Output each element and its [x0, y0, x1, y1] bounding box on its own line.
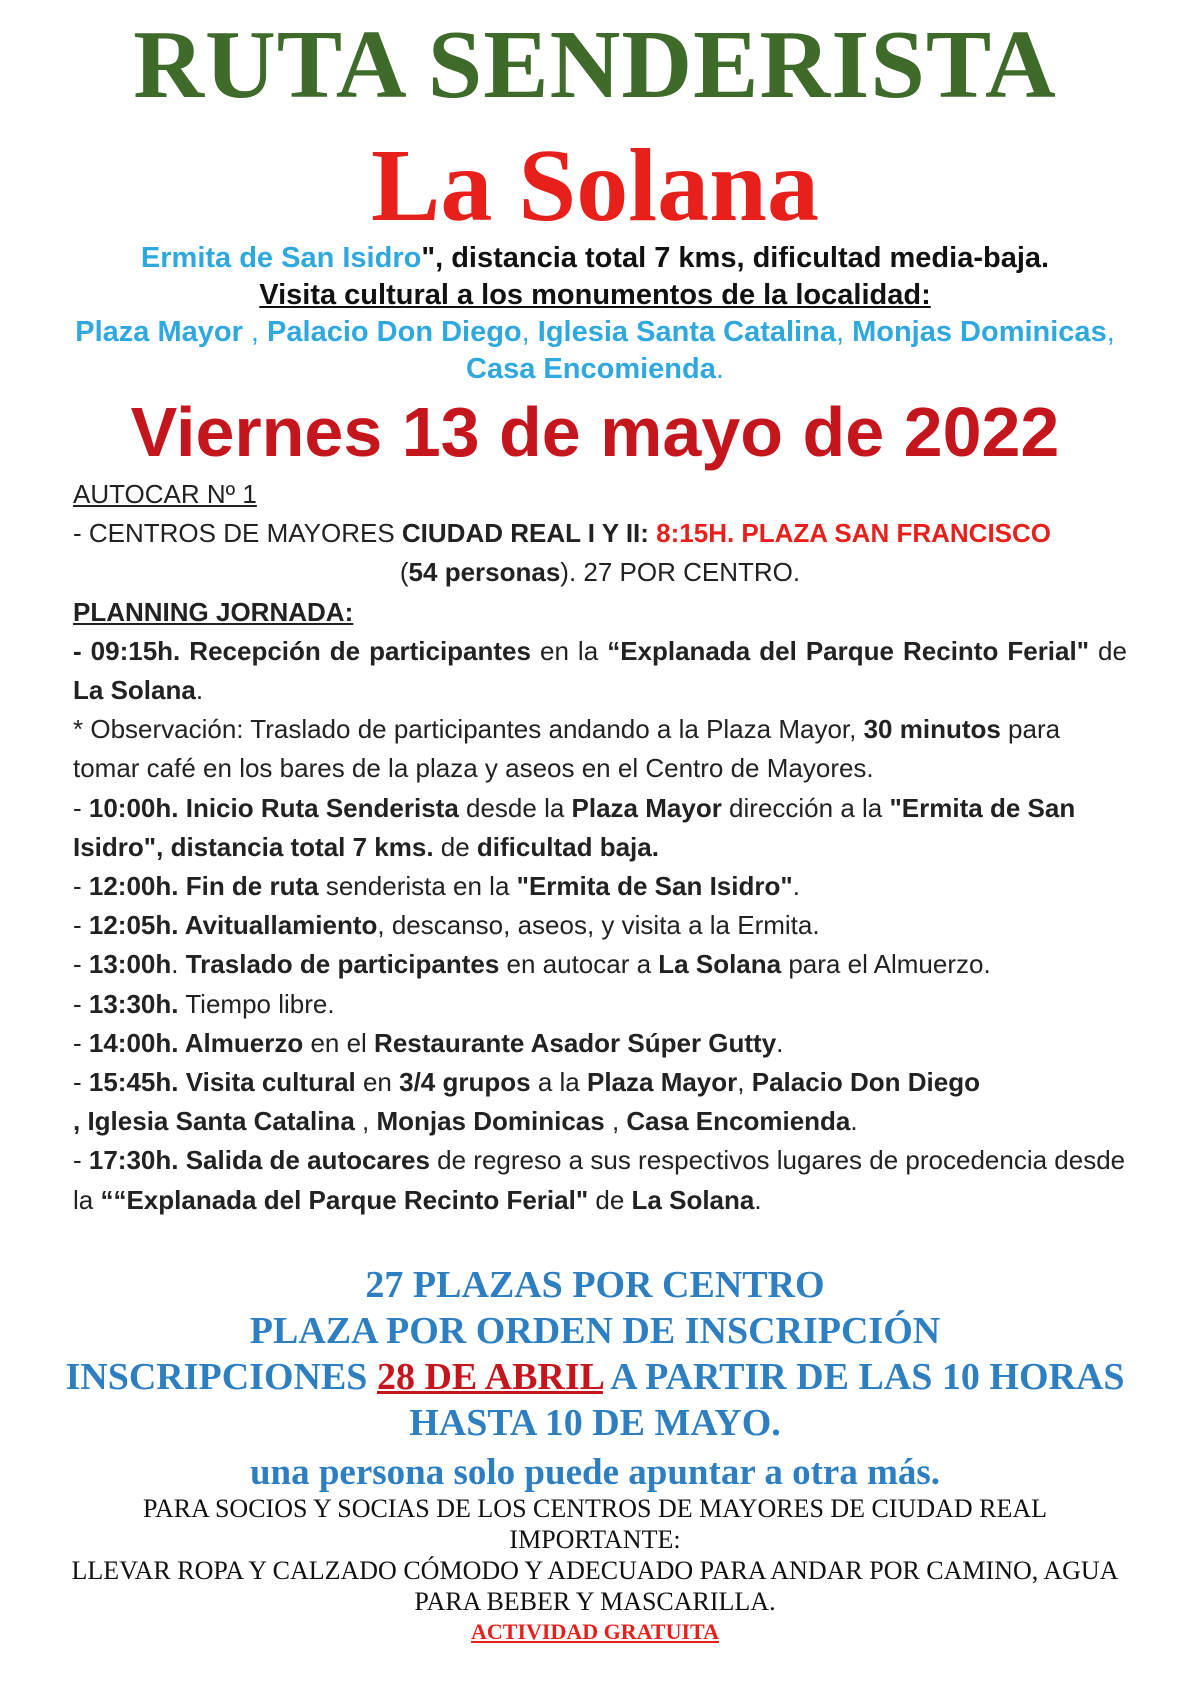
- one-extra-person-note: una persona solo puede apuntar a otra más.: [249, 1452, 941, 1493]
- monument-iglesia: Iglesia Santa Catalina: [537, 316, 836, 348]
- schedule-item-0915: [73, 632, 1127, 710]
- autocar-text: - CENTROS DE MAYORES: [73, 518, 402, 549]
- schedule-text: .: [792, 871, 800, 902]
- schedule-time-activity: 17:30h. Salida de autocares: [88, 1145, 430, 1176]
- separator: ,: [521, 316, 538, 348]
- autocar-heading: AUTOCAR Nº 1: [73, 479, 257, 509]
- schedule-place: "Ermita de San Isidro": [516, 871, 793, 902]
- monument-plaza-mayor: Plaza Mayor: [75, 316, 243, 348]
- schedule-item-1200: [73, 867, 1127, 906]
- schedule-text: en: [355, 1067, 400, 1098]
- paren-open: (: [399, 557, 409, 588]
- bring-items-note: LLEVAR ROPA Y CALZADO CÓMODO Y ADECUADO PARA ANDAR POR CAMINO, AGUA PARA BEBER Y MASCARILLA.: [71, 1556, 1119, 1616]
- autocar-line: [73, 514, 1127, 553]
- details-block: [73, 475, 1127, 1220]
- schedule-place: Plaza Mayor: [586, 1067, 738, 1098]
- schedule-time-activity: 12:00h. Fin de ruta: [88, 871, 319, 902]
- schedule-item-1545: [73, 1063, 1127, 1141]
- intro-distance-line: [60, 240, 1130, 277]
- monument-palacio: Palacio Don Diego: [267, 316, 522, 348]
- visita-heading: Visita cultural a los monumentos de la localidad:: [259, 279, 931, 311]
- distance-info: ", distancia total 7 kms, dificultad media-baja.: [421, 242, 1050, 274]
- order-of-registration: PLAZA POR ORDEN DE INSCRIPCIÓN: [249, 1310, 941, 1352]
- schedule-item-1205: [73, 906, 1127, 945]
- schedule-town: La Solana: [73, 675, 196, 706]
- registration-label: INSCRIPCIONES: [65, 1356, 377, 1398]
- schedule-time: 13:00h: [88, 949, 172, 980]
- period: .: [715, 353, 724, 385]
- separator: ,: [1106, 316, 1115, 348]
- schedule-time-activity: 10:00h. Inicio Ruta Senderista: [88, 792, 459, 823]
- people-count: 54 personas: [408, 557, 561, 588]
- autocar-departure: 8:15H. PLAZA SAN FRANCISCO: [648, 518, 1052, 549]
- title-la-solana: La Solana: [371, 128, 819, 243]
- dash: -: [73, 1067, 89, 1098]
- schedule-text: desde la: [458, 792, 572, 823]
- free-activity-label: ACTIVIDAD GRATUITA: [471, 1619, 719, 1644]
- schedule-item-1300: [73, 945, 1127, 984]
- schedule-text: de: [433, 831, 477, 862]
- schedule-text: a la: [530, 1067, 587, 1098]
- important-label: IMPORTANTE:: [509, 1525, 681, 1554]
- schedule-time: 13:30h.: [88, 988, 179, 1019]
- schedule-text: , descanso, aseos, y visita a la Ermita.: [377, 910, 820, 941]
- schedule-destination: "Ermita de San Isidro", distancia total 7 kms.: [73, 792, 1076, 862]
- monument-monjas: Monjas Dominicas: [852, 316, 1107, 348]
- separator: ,: [242, 316, 268, 348]
- schedule-text: de: [1089, 635, 1127, 666]
- registration-info: [60, 1262, 1130, 1446]
- schedule-item-1400: [73, 1024, 1127, 1063]
- schedule-activity: Traslado de participantes: [185, 949, 500, 980]
- event-date: Viernes 13 de mayo de 2022: [130, 393, 1060, 471]
- dash: -: [73, 1145, 89, 1176]
- planning-heading: PLANNING JORNADA:: [73, 596, 354, 627]
- autocar-capacity: [73, 553, 1127, 592]
- registration-period: A PARTIR DE LAS 10 HORAS HASTA 10 DE MAYO.: [409, 1356, 1125, 1444]
- schedule-time-activity: 15:45h. Visita cultural: [88, 1067, 356, 1098]
- schedule-place: “Explanada del Parque Recinto Ferial": [607, 635, 1090, 666]
- schedule-text: .: [195, 675, 204, 706]
- schedule-text: ,: [354, 1106, 377, 1137]
- schedule-place: Monjas Dominicas: [376, 1106, 605, 1137]
- schedule-text: en la: [530, 635, 608, 666]
- schedule-text: senderista en la: [318, 871, 517, 902]
- schedule-place: Plaza Mayor: [571, 792, 722, 823]
- registration-start-date: 28 DE ABRIL: [376, 1356, 603, 1398]
- schedule-item-1730: [73, 1141, 1127, 1219]
- schedule-text: para el Almuerzo.: [781, 949, 991, 980]
- separator: ,: [835, 316, 853, 348]
- observation: [73, 710, 1127, 788]
- schedule-item-1330: [73, 985, 1127, 1024]
- monuments-list: [60, 314, 1130, 388]
- schedule-text: en autocar a: [499, 949, 659, 980]
- schedule-groups: 3/4 grupos: [399, 1067, 531, 1098]
- schedule-time-activity: 12:05h. Avituallamiento: [88, 910, 378, 941]
- schedule-town: La Solana: [631, 1184, 755, 1215]
- schedule-text: .: [171, 949, 186, 980]
- observation-text: para tomar café en los bares de la plaza y aseos en el Centro de Mayores.: [73, 714, 1061, 784]
- observation-text: * Observación: Traslado de participantes andando a la Plaza Mayor,: [73, 714, 864, 745]
- schedule-item-1000: [73, 789, 1127, 867]
- schedule-difficulty: dificultad baja.: [476, 831, 659, 862]
- dash: -: [73, 949, 89, 980]
- dash: -: [73, 910, 89, 941]
- dash: -: [73, 792, 89, 823]
- registration-dates: [60, 1354, 1130, 1446]
- dash: -: [73, 871, 89, 902]
- schedule-text: .: [776, 1027, 784, 1058]
- title-ruta-senderista: RUTA SENDERISTA: [133, 11, 1057, 119]
- schedule-text: .: [754, 1184, 762, 1215]
- schedule-place: Casa Encomienda: [626, 1106, 851, 1137]
- per-center: ). 27 POR CENTRO.: [560, 557, 801, 588]
- important-notes: [60, 1493, 1130, 1617]
- places-per-center: 27 PLAZAS POR CENTRO: [365, 1264, 825, 1306]
- schedule-time-activity: 14:00h. Almuerzo: [88, 1027, 304, 1058]
- dash: -: [73, 988, 89, 1019]
- schedule-text: ,: [604, 1106, 627, 1137]
- autocar-centers: CIUDAD REAL I Y II:: [401, 518, 649, 549]
- schedule-place: Palacio Don Diego: [751, 1067, 980, 1098]
- schedule-text: en el: [303, 1027, 375, 1058]
- monument-casa: Casa Encomienda: [466, 353, 716, 385]
- schedule-text: de regreso a sus respectivos lugares de procedencia desde la: [73, 1145, 1126, 1215]
- ermita-name: Ermita de San Isidro: [140, 242, 422, 274]
- schedule-place: , Iglesia Santa Catalina: [73, 1106, 355, 1137]
- schedule-text: ,: [737, 1067, 752, 1098]
- intro-block: [60, 240, 1130, 388]
- observation-duration: 30 minutos: [863, 714, 1001, 745]
- schedule-time-activity: - 09:15h. Recepción de participantes: [73, 635, 531, 666]
- dash: -: [73, 1027, 89, 1058]
- schedule-restaurant: Restaurante Asador Súper Gutty: [374, 1027, 777, 1058]
- schedule-text: de: [588, 1184, 632, 1215]
- schedule-text: Tiempo libre.: [178, 988, 335, 1019]
- schedule-text: dirección a la: [721, 792, 890, 823]
- schedule-town: La Solana: [658, 949, 782, 980]
- schedule-place: ““Explanada del Parque Recinto Ferial": [100, 1184, 589, 1215]
- members-note: PARA SOCIOS Y SOCIAS DE LOS CENTROS DE MAYORES DE CIUDAD REAL: [142, 1494, 1048, 1523]
- schedule-text: .: [850, 1106, 858, 1137]
